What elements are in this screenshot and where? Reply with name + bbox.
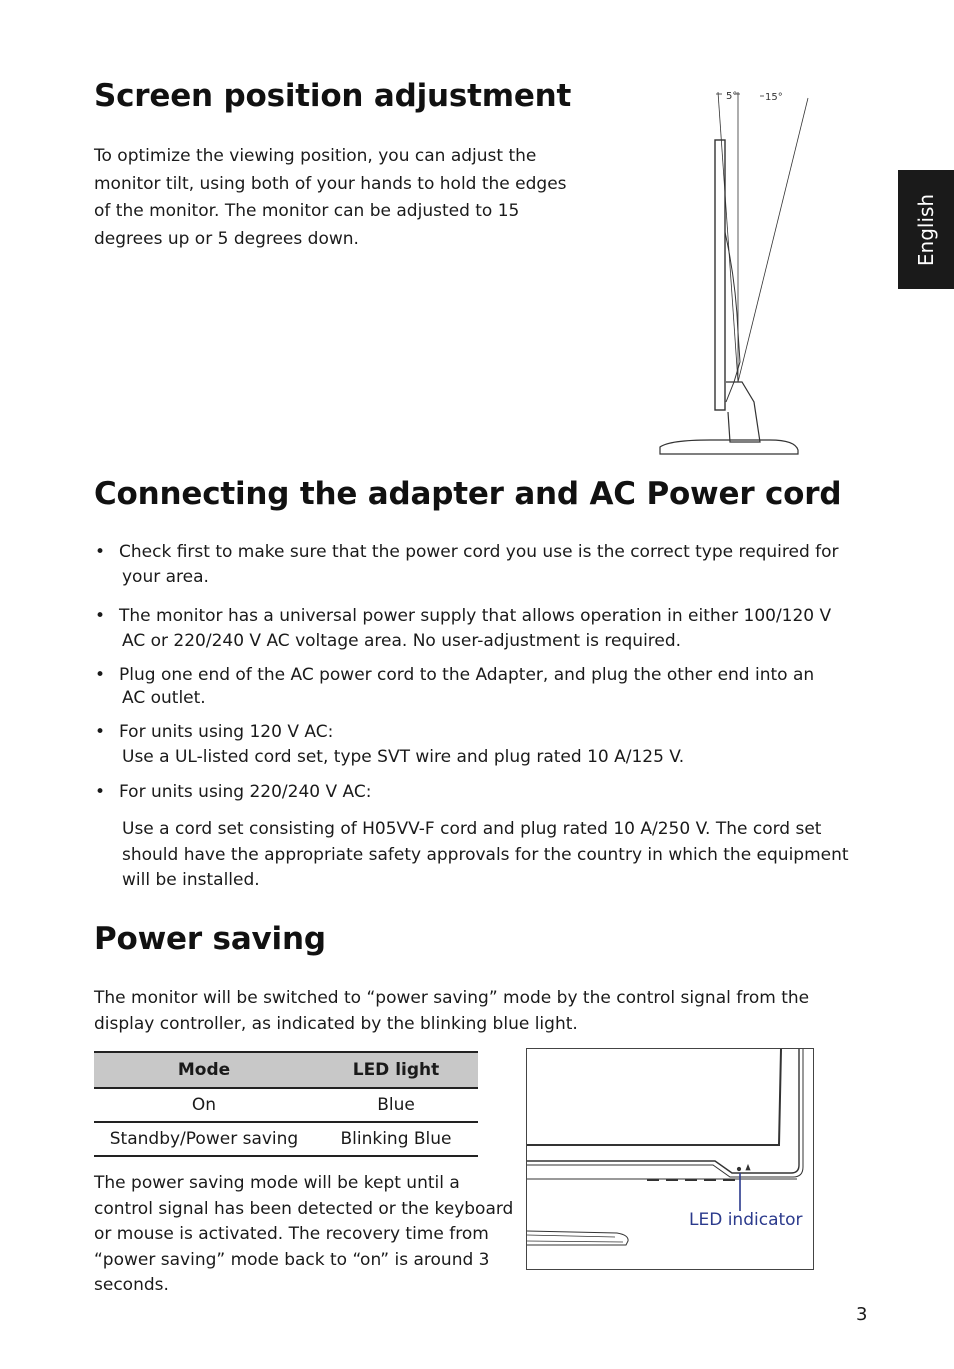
header-mode: Mode (94, 1052, 314, 1088)
bullet-item: • Plug one end of the AC power cord to the Adapter, and plug the other end into an AC outlet. (95, 665, 815, 708)
led-indicator-figure (526, 1048, 814, 1270)
power-saving-intro: The monitor will be switched to “power saving” mode by the control signal from the display controller, as indicated by the blinking blue light. (94, 988, 810, 1034)
table-row: On Blue (94, 1088, 478, 1122)
bullet-item: • The monitor has a universal power supply that allows operation in either 100/120 V AC or 220/240 V AC voltage area. No user-adjustment is required. (95, 606, 832, 651)
monitor-neck (726, 382, 760, 442)
power-mode-table (94, 1051, 478, 1157)
paragraph-line: degrees up or 5 degrees down. (94, 228, 359, 249)
power-saving-recovery-text: The power saving mode will be kept until a control signal has been detected or the keyboard or mouse is activated. The recovery time from “power saving” mode back to “on” is around 3 seconds. (94, 1173, 514, 1295)
paragraph-line: monitor tilt, using both of your hands to hold the edges (94, 173, 567, 194)
monitor-panel (715, 140, 725, 410)
bullet-continuation: Use a cord set consisting of H05VV-F cord and plug rated 10 A/250 V. The cord set should have the appropriate safety approvals for the country in which the equipment will be installed. (122, 819, 849, 890)
bullet-item: • For units using 220/240 V AC: (95, 782, 372, 802)
table-row: Standby/Power saving Blinking Blue (94, 1122, 478, 1156)
section-title-screen-position: Screen position adjustment (94, 78, 572, 114)
language-tab-label: English (914, 193, 938, 266)
up-tilt-line (738, 98, 808, 382)
header-led-light: LED light (314, 1052, 478, 1088)
table-header-row (94, 1052, 478, 1088)
down-tilt-line (718, 92, 738, 382)
power-cord-bullet-list (95, 540, 865, 805)
led-indicator-label: LED indicator (689, 1210, 803, 1230)
monitor-base (660, 440, 798, 454)
bullet-item: • For units using 120 V AC: Use a UL-listed cord set, type SVT wire and plug rated 10 A/125 V. (95, 722, 685, 767)
section-title-power-saving: Power saving (94, 921, 326, 957)
monitor-front-drawing (527, 1049, 813, 1269)
bullet-item: • Check first to make sure that the power cord you use is the correct type required for your area. (95, 542, 839, 587)
screen-position-paragraph (94, 143, 594, 253)
angle-down-label: 5° (726, 91, 738, 102)
section-title-connecting-adapter: Connecting the adapter and AC Power cord (94, 476, 842, 512)
monitor-tilt-figure (650, 82, 810, 460)
page-number: 3 (856, 1304, 868, 1325)
paragraph-line: of the monitor. The monitor can be adjusted to 15 (94, 201, 520, 221)
paragraph-line: To optimize the viewing position, you can adjust the (94, 146, 537, 166)
language-tab (898, 170, 954, 289)
angle-up-label: 15° (765, 92, 783, 103)
